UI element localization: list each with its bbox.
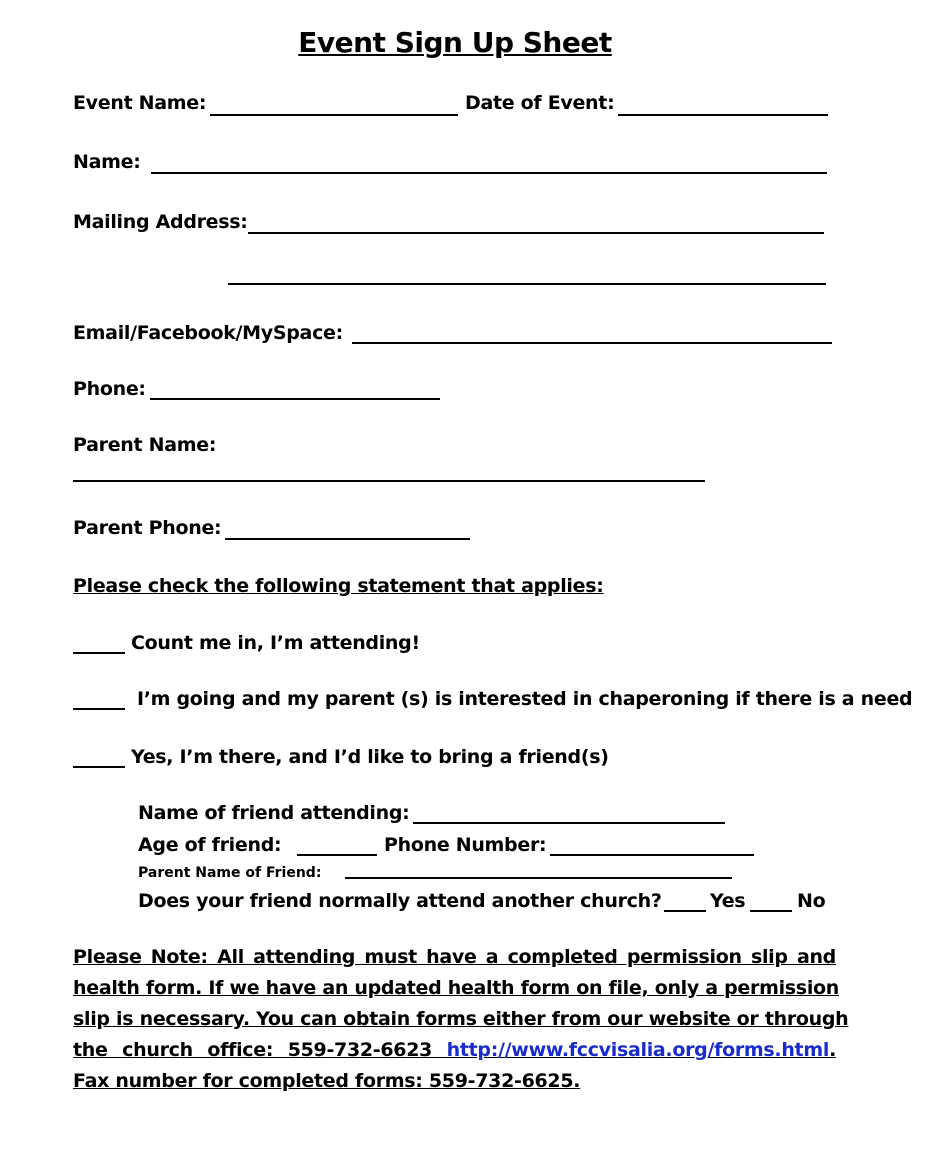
note-line-3: slip is necessary. You can obtain forms either from our website or through	[73, 1008, 849, 1030]
note-line-4	[73, 1035, 836, 1066]
option-3-label: Yes, I’m there, and I’d like to bring a friend(s)	[131, 746, 609, 768]
friend-name-label: Name of friend attending:	[138, 802, 410, 824]
mailing-address-line-1[interactable]	[248, 232, 824, 234]
email-label: Email/Facebook/MySpace:	[73, 322, 343, 344]
church-yes-label: Yes	[710, 890, 746, 912]
church-no-label: No	[797, 890, 826, 912]
parent-phone-label: Parent Phone:	[73, 517, 222, 539]
name-label: Name:	[73, 151, 141, 173]
friend-phone-line[interactable]	[550, 854, 754, 856]
parent-phone-line[interactable]	[225, 538, 470, 540]
page-title: Event Sign Up Sheet	[298, 26, 612, 59]
option-1-checkline[interactable]	[73, 652, 125, 654]
church-yes-checkline[interactable]	[664, 910, 706, 912]
friend-age-line[interactable]	[297, 854, 377, 856]
mailing-address-line-2[interactable]	[228, 283, 826, 285]
email-line[interactable]	[352, 342, 832, 344]
option-3-checkline[interactable]	[73, 766, 125, 768]
parent-name-line[interactable]	[73, 480, 705, 482]
phone-label: Phone:	[73, 378, 146, 400]
friend-name-line[interactable]	[413, 822, 725, 824]
friend-parent-label: Parent Name of Friend:	[138, 865, 322, 881]
name-line[interactable]	[151, 172, 827, 174]
friend-parent-line[interactable]	[345, 877, 732, 879]
friend-age-label: Age of friend:	[138, 834, 282, 856]
friend-church-question: Does your friend normally attend another church?	[138, 890, 662, 912]
note-line-4-end: .	[829, 1039, 836, 1061]
phone-line[interactable]	[150, 398, 440, 400]
event-name-line[interactable]	[210, 114, 458, 116]
check-heading: Please check the following statement that applies:	[73, 575, 604, 597]
option-2-label: I’m going and my parent (s) is interested in chaperoning if there is a need	[137, 688, 913, 710]
church-office-phone: the church office: 559-732-6623	[73, 1039, 433, 1061]
forms-link[interactable]: http://www.fccvisalia.org/forms.html	[446, 1039, 830, 1061]
friend-phone-label: Phone Number:	[384, 834, 547, 856]
date-of-event-line[interactable]	[618, 114, 828, 116]
note-line-2: health form. If we have an updated health form on file, only a permission	[73, 977, 840, 999]
mailing-address-label: Mailing Address:	[73, 211, 248, 233]
note-block	[73, 942, 849, 1097]
church-no-checkline[interactable]	[750, 910, 792, 912]
event-name-label: Event Name:	[73, 92, 207, 114]
note-line-5: Fax number for completed forms: 559-732-6625.	[73, 1070, 581, 1092]
note-line-1: Please Note: All attending must have a completed permission slip and	[73, 946, 836, 968]
option-1-label: Count me in, I’m attending!	[131, 632, 420, 654]
date-of-event-label: Date of Event:	[465, 92, 615, 114]
parent-name-label: Parent Name:	[73, 434, 217, 456]
option-2-checkline[interactable]	[73, 708, 125, 710]
